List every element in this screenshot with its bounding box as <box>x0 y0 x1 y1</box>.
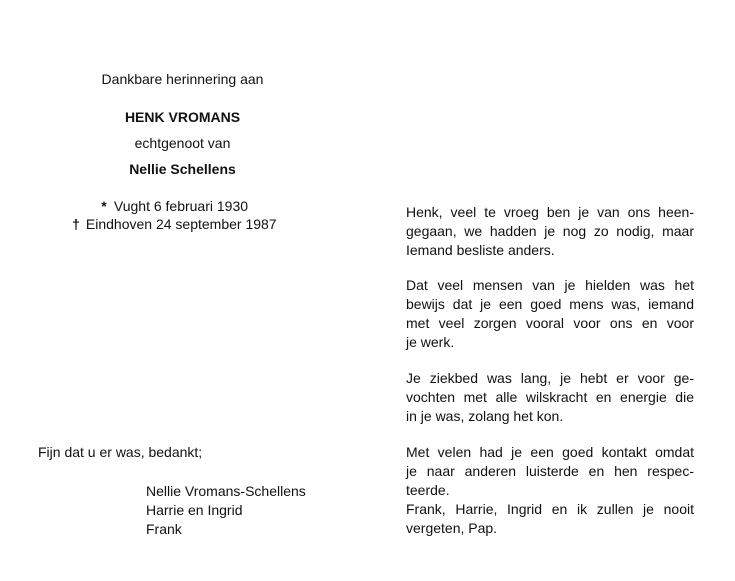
spouse-block <box>60 160 305 179</box>
thanks-text: Fijn dat u er was, bedankt; <box>38 444 203 460</box>
paragraph-line: gegaan, we hadden je nog zo nodig, maar <box>406 223 694 239</box>
paragraph-line: in je was, zolang het kon. <box>406 408 564 424</box>
birth-text: Vught 6 februari 1930 <box>113 198 249 214</box>
death-cross-icon: † <box>72 216 80 232</box>
paragraph-line: met veel zorgen vooral voor ons en voor <box>406 315 694 331</box>
paragraph-line: Je ziekbed was lang, je hebt er voor ge- <box>406 370 694 386</box>
paragraph-line: je naar anderen luisterde en hen respec- <box>406 463 694 479</box>
paragraph-line: je werk. <box>406 334 455 350</box>
paragraph-line: teerde. <box>406 482 450 498</box>
paragraph-line: Met velen had je een goed kontakt omdat <box>406 444 694 460</box>
paragraph-4 <box>406 443 694 538</box>
signer: Frank <box>146 521 182 537</box>
signer: Harrie en Ingrid <box>146 502 243 518</box>
paragraph-line: Iemand besliste anders. <box>406 242 555 258</box>
spouse-name: Nellie Schellens <box>129 161 236 177</box>
death-text: Eindhoven 24 september 1987 <box>85 216 277 232</box>
paragraph-1 <box>406 203 694 260</box>
paragraph-2 <box>406 276 694 352</box>
birth-line <box>98 197 248 216</box>
paragraph-line: vergeten, Pap. <box>406 520 498 536</box>
paragraph-3 <box>406 369 694 426</box>
paragraph-line: bewijs dat je een goed mens was, iemand <box>406 296 694 312</box>
paragraph-line: vochten met alle wilskracht en energie die <box>406 389 694 405</box>
deceased-name: HENK VROMANS <box>124 109 241 125</box>
signer: Nellie Vromans-Schellens <box>146 483 306 499</box>
header-block <box>60 70 305 89</box>
birth-star-icon: * <box>101 198 107 214</box>
death-line <box>70 215 277 234</box>
paragraph-line: Dat veel mensen van je hielden was het <box>406 277 694 293</box>
paragraph-line: Henk, veel te vroeg ben je van ons heen- <box>406 204 694 220</box>
name-block <box>60 108 305 127</box>
paragraph-line: Frank, Harrie, Ingrid en ik zullen je nooit <box>406 501 694 517</box>
intro-text: Dankbare herinnering aan <box>101 71 264 87</box>
signers-list <box>146 482 306 539</box>
relation-text: echtgenoot van <box>134 135 231 151</box>
relation-block <box>60 134 305 153</box>
